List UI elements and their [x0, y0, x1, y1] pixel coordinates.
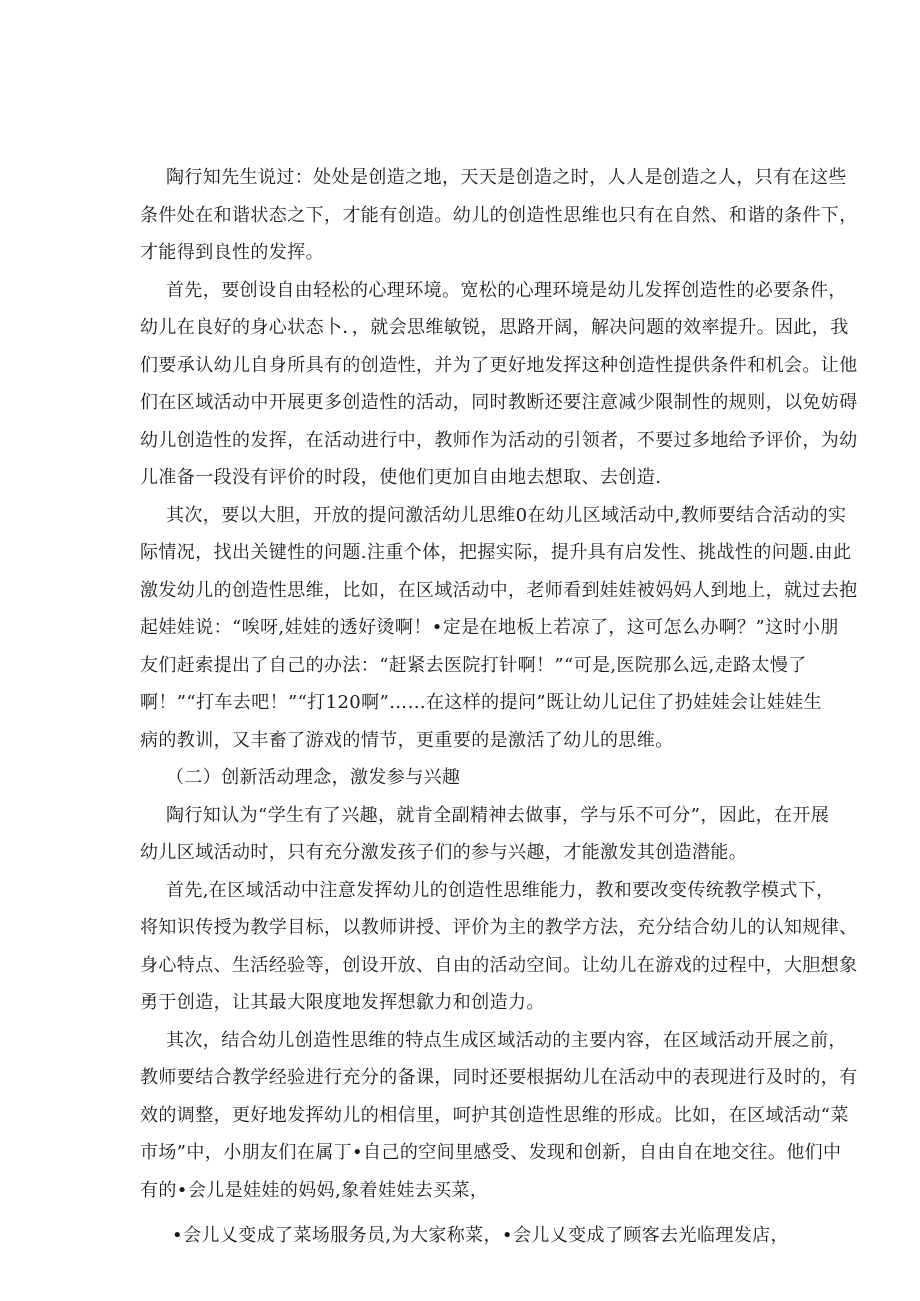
paragraph-6-line-5: 有的•会儿是娃娃的妈妈,象着娃娃去买菜， — [140, 1180, 489, 1201]
paragraph-5-line-1: 首先,在区域活动中注意发挥幼儿的创造性思维能力，教和要改变传统教学模式下， — [166, 880, 835, 901]
paragraph-7-line-1: •会儿乂变成了菜场服务员,为大家称菜，•会儿乂变成了顾客去光临理发店， — [172, 1225, 789, 1246]
paragraph-3-line-3: 激发幼儿的创造性思维，比如，在区域活动中，老师看到娃娃被妈妈人到地上，就过去抱 — [140, 580, 858, 601]
paragraph-4-line-1: 陶行知认为“学生有了兴趣，就肯全副精神去做事，学与乐不可分”，因此，在开展 — [166, 805, 830, 826]
paragraph-6-line-2: 教师要结合教学经验进行充分的备课，同时还要根据幼儿在活动中的表现进行及时的，有 — [140, 1067, 858, 1088]
paragraph-1-line-2: 条件处在和谐状态之下，才能有创造。幼儿的创造性思维也只有在自然、和谐的条件下， — [140, 205, 858, 226]
paragraph-5-line-4: 勇于创造，让其最大限度地发挥想歙力和创造力。 — [140, 992, 545, 1013]
paragraph-2-line-3: 们要承认幼儿自身所具有的创造性，并为了更好地发挥这种创造性提供条件和机会。让他 — [140, 355, 858, 376]
paragraph-6-line-4: 市场”中，小朋友们在属丁•自己的空间里感受、发现和创新，自由自在地交往。他们中 — [140, 1142, 842, 1163]
paragraph-2-line-1: 首先，要创设自由轻松的心理环境。宽松的心理环境是幼儿发挥创造性的必要条件， — [166, 280, 847, 301]
paragraph-2-line-6: 儿准备一段没有评价的时段，使他们更加自由地去想取、去创造. — [140, 467, 662, 488]
paragraph-2-line-4: 们在区域活动中开展更多创造性的活动，同时教断还要注意减少限制性的规则，以免妨碍 — [140, 392, 858, 413]
paragraph-3-line-2: 际情况，找出关键性的问题.注重个体，把握实际，提升具有启发性、挑战性的问题.由此 — [140, 542, 852, 563]
paragraph-4-line-2: 幼儿区域活动时，只有充分激发孩子们的参与兴趣，才能激发其创造潜能。 — [140, 842, 748, 863]
paragraph-5-line-2: 将知识传授为教学目标，以教师讲授、评价为主的教学方法，充分结合幼儿的认知规律、 — [140, 917, 858, 938]
paragraph-2-line-2: 幼儿在良好的身心状态卜．，就会思维敏锐，思路开阔，解决问题的效率提升。因此，我 — [140, 317, 849, 338]
paragraph-3-line-7: 病的教训，又丰畜了游戏的情节，更重要的是激活了幼儿的思维。 — [140, 730, 674, 751]
paragraph-1-line-1: 陶行知先生说过：处处是创造之地，天天是创造之时，人人是创造之人，只有在这些 — [166, 167, 847, 188]
paragraph-5-line-3: 身心特点、生活经验等，创设开放、自由的活动空间。让幼儿在游戏的过程中，大胆想象 — [140, 955, 858, 976]
paragraph-3-line-5: 友们赶索提出了自己的办法：“赶紧去医院打针啊！”“可是,医院那么远,走路太慢了 — [140, 655, 807, 676]
paragraph-3-line-1: 其次，要以大胆，开放的提问激活幼儿思维0在幼儿区域活动中,教师要结合活动的实 — [166, 505, 847, 526]
paragraph-1-line-3: 才能得到良性的发挥。 — [140, 242, 324, 263]
paragraph-2-line-5: 幼儿创造性的发挥，在活动进行中，教师作为活动的引领者，不要过多地给予评价，为幼 — [140, 430, 858, 451]
section-heading: （二）创新活动理念，激发参与兴趣 — [166, 767, 461, 788]
paragraph-3-line-6: 啊！”“打车去吧！”“打120啊”……在这样的提问”既让幼儿记住了扔娃娃会让娃娃生 — [140, 692, 822, 713]
paragraph-3-line-4: 起娃娃说：“唉呀,娃娃的透好烫啊！•定是在地板上若凉了，这可怎么办啊？”这时小朋 — [140, 617, 839, 638]
paragraph-6-line-1: 其次，结合幼儿创造性思维的特点生成区域活动的主要内容，在区域活动开展之前， — [166, 1030, 847, 1051]
paragraph-6-line-3: 效的调整，更好地发挥幼儿的相信里，呵护其创造性思维的形成。比如，在区域活动“菜 — [140, 1105, 849, 1126]
